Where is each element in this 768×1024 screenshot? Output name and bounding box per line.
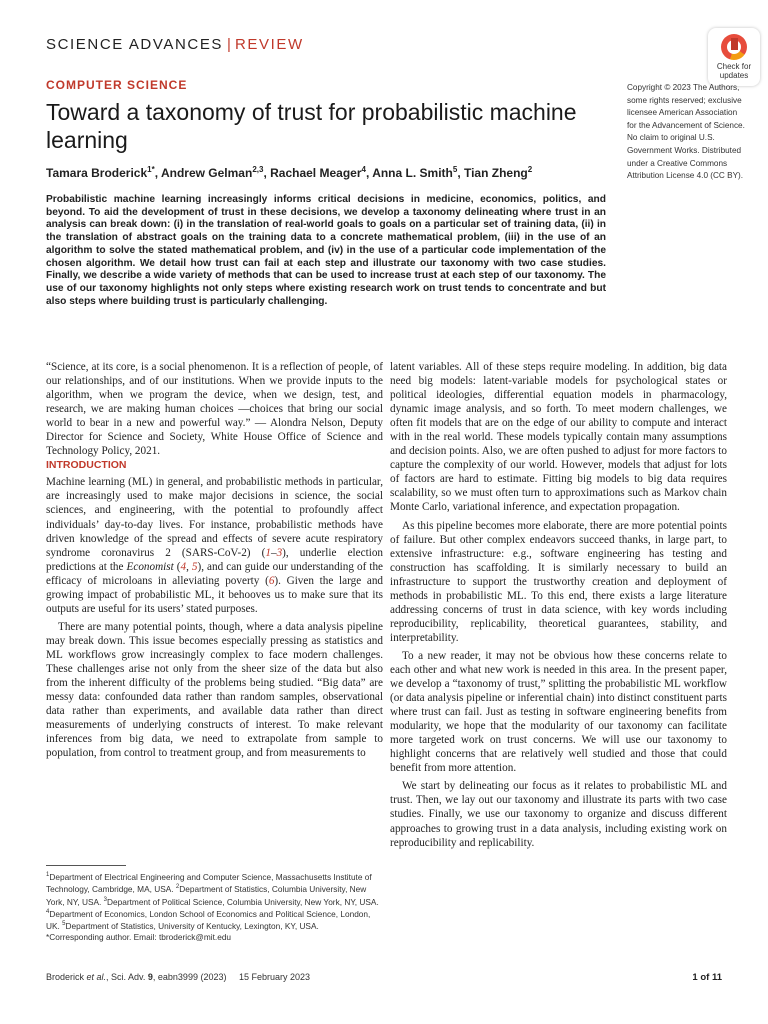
epigraph-quote: “Science, at its core, is a social phenomenon. It is a reflection of people, of our relationships, and of our institutions. When we provide inputs to the algorithm, when we program the device, when we design, test, and research, we are making human choices —choices that bring our social world to bear in a new and powerful way.” — Alondra Nelson, Deputy Director for Science and Society, White House Office of Science and Technology Policy, 2021.: [46, 361, 383, 458]
citation-footer: Broderick et al., Sci. Adv. 9, eabn3999 (2023) 15 February 2023: [46, 972, 311, 982]
section-heading-introduction: INTRODUCTION: [46, 459, 127, 472]
header-separator: |: [227, 36, 231, 53]
author-name: Tamara Broderick: [46, 166, 148, 180]
right-column: [390, 360, 727, 850]
article-title: Toward a taxonomy of trust for probabilistic machine learning: [46, 99, 577, 153]
page-number: 1 of 11: [692, 972, 722, 983]
reference-link[interactable]: 5: [191, 560, 198, 573]
affiliation-footnotes: [46, 870, 381, 942]
author-affiliation: 1*: [147, 165, 155, 174]
body-paragraph: latent variables. All of these steps require modeling. In addition, big data need big models: latent-variable models for psychological states or political ideologies, differential equation models in pharmacology, dynamic image analysis, and so forth. To meet modern challenges, we often fit models that are on the edge of our ability to compute and interact with in the real world. These models typically contain many assumptions and decision points. Also, we are often pushed to adjust for more factors to capture the complexity of our world. However, models that adjust for lots of factors are hard to estimate. Fitting big models to big data requires scalability, so we must often turn to approximations such as Markov chain Monte Carlo, variational inference, and expectation propagation.: [390, 361, 727, 514]
check-for-updates-badge[interactable]: [708, 28, 760, 86]
corresponding-author: *Corresponding author. Email: tbroderick@mit.edu: [46, 931, 232, 942]
author-affiliation: 2,3: [252, 165, 264, 174]
reference-link[interactable]: 4: [180, 560, 187, 573]
article-section: REVIEW: [234, 36, 304, 53]
body-paragraph: There are many potential points, though, where a data analysis pipeline may break down. This issue becomes especially pressing as statistics and ML workflows grow increasingly complex to face modern challenges. These challenges arise not only from the sheer size of the data but also from the inherent difficulty of the problems being studied. “Big data” are messy data: confounded data rather than random samples, observational data rather than experiments, and available data rather than direct measurements of underlying constructs of interest. To make relevant inferences from big data, we need to extrapolate from sample to population, from control to treatment group, and from measurements to: [46, 620, 383, 760]
reference-link[interactable]: 6: [268, 574, 275, 587]
author-affiliation: 4: [361, 165, 366, 174]
left-column: [46, 360, 383, 760]
abstract: Probabilistic machine learning increasingly informs critical decisions in medicine, economics, politics, and beyond. To aid the development of trust in these decisions, we develop a taxonomy delineating where trust in an analysis can break down: (i) in the translation of real-world goals to goals on a particular set of training data, (ii) in the translation of abstract goals on the training data to a concrete mathematical problem, (iii) in the use of an algorithm to solve the stated mathematical problem, and (iv) in the use of a particular code implementation of the chosen algorithm. We detail how trust can fail at each step and illustrate our taxonomy with two case studies. Finally, we describe a wide variety of methods that can be used to increase trust at each step of our taxonomy. The use of our taxonomy highlights not only steps where existing research work on trust tends to concentrate and but also steps where building trust is particularly challenging.: [46, 194, 606, 307]
body-paragraph: As this pipeline becomes more elaborate, there are more potential points of failure. But other complex endeavors succeed thanks, in large part, to extensive infrastructure: e.g., software engineering has testing and construction has scaffolding. It is similarly necessary to build an infrastructure to support the trustworthy creation and deployment of methods in probabilistic ML. To this end, there exists a large literature addressing concerns of trust in data science, with key words including reproducibility, replicability, theoretical guarantees, stability, and interpretability.: [390, 519, 727, 644]
badge-label-1: Check for: [716, 62, 752, 71]
reference-link[interactable]: 1: [265, 546, 271, 559]
journal-name: SCIENCE ADVANCES: [46, 36, 224, 53]
body-paragraph: We start by delineating our focus as it relates to probabilistic ML and trust. Then, we lay out our taxonomy and illustrate its parts with two case studies. Finally, we use our taxonomy to organize and discuss different approaches to growing trust in a data analysis, including existing work on reproducibility and replicability.: [390, 780, 727, 849]
author-list: Tamara Broderick$^{1*}$, Andrew Gelman$^{2,3}$, Rachael Meager$^4$, Anna L. Smith$^5$, Tian Zheng$^2$: [46, 165, 533, 180]
body-paragraph: Machine learning (ML) in general, and probabilistic methods in particular, are increasingly used to make major decisions in science, the social sciences, and engineering, with the potential to profoundly affect individuals’ day-to-day lives. For instance, probabilistic methods have driven knowledge of the spread and effects of severe acute respiratory syndrome coronavirus 2 (SARS-CoV-2) (1–3), underlie election predictions at the Economist (4, 5), and can guide our understanding of the efficacy of microloans in alleviating poverty (6). Given the large and growing impact of probabilistic ML, it behooves us to make sure that its outputs are useful for its users’ stated purposes.: [46, 476, 384, 615]
badge-label-2: updates: [719, 71, 749, 80]
article-category: COMPUTER SCIENCE: [46, 78, 188, 92]
author-name: Anna L. Smith: [372, 166, 453, 180]
reference-link[interactable]: 3: [276, 546, 283, 559]
check-for-updates-icon: [721, 34, 747, 60]
author-affiliation: 2: [527, 165, 533, 174]
journal-header: [46, 36, 304, 53]
copyright-notice: Copyright © 2023 The Authors, some rights reserved; exclusive licensee American Association for the Advancement of Science. No claim to original U.S. Government Works. Distributed under a Creative Commons Attribution License 4.0 (CC BY).: [627, 83, 745, 181]
author-name: Andrew Gelman: [160, 166, 253, 180]
author-affiliation: 5: [452, 165, 458, 174]
author-name: Rachael Meager: [270, 166, 362, 180]
footnote-divider: [46, 865, 126, 866]
affiliation-list: $^1$Department of Electrical Engineering and Computer Science, Massachusetts Institute of Technology, Cambridge, MA, USA. $^2$Department of Statistics, Columbia University, New York, NY, USA. $^3$Department of Political Science, Columbia University, New York, NY, USA. $^4$Department of Economics, London School of Economics and Political Science, London, UK. $^5$Department of Statistics, University of Kentucky, Lexington, KY, USA.: [46, 871, 379, 932]
body-paragraph: To a new reader, it may not be obvious how these concerns relate to each other and what new work is needed in this area. In the present paper, we develop a “taxonomy of trust,” splitting the probabilistic ML workflow (or data analysis pipeline or inferential chain) into distinct constituent parts where trust can fail. Just as testing in software engineering benefits from modularity, we hope that the modularity of our taxonomy can facilitate more targeted work on trust concerns. We will use our taxonomy to highlight concerns that are relatively well studied and those that could benefit from more attention.: [390, 649, 727, 775]
author-name: Tian Zheng: [463, 166, 528, 180]
